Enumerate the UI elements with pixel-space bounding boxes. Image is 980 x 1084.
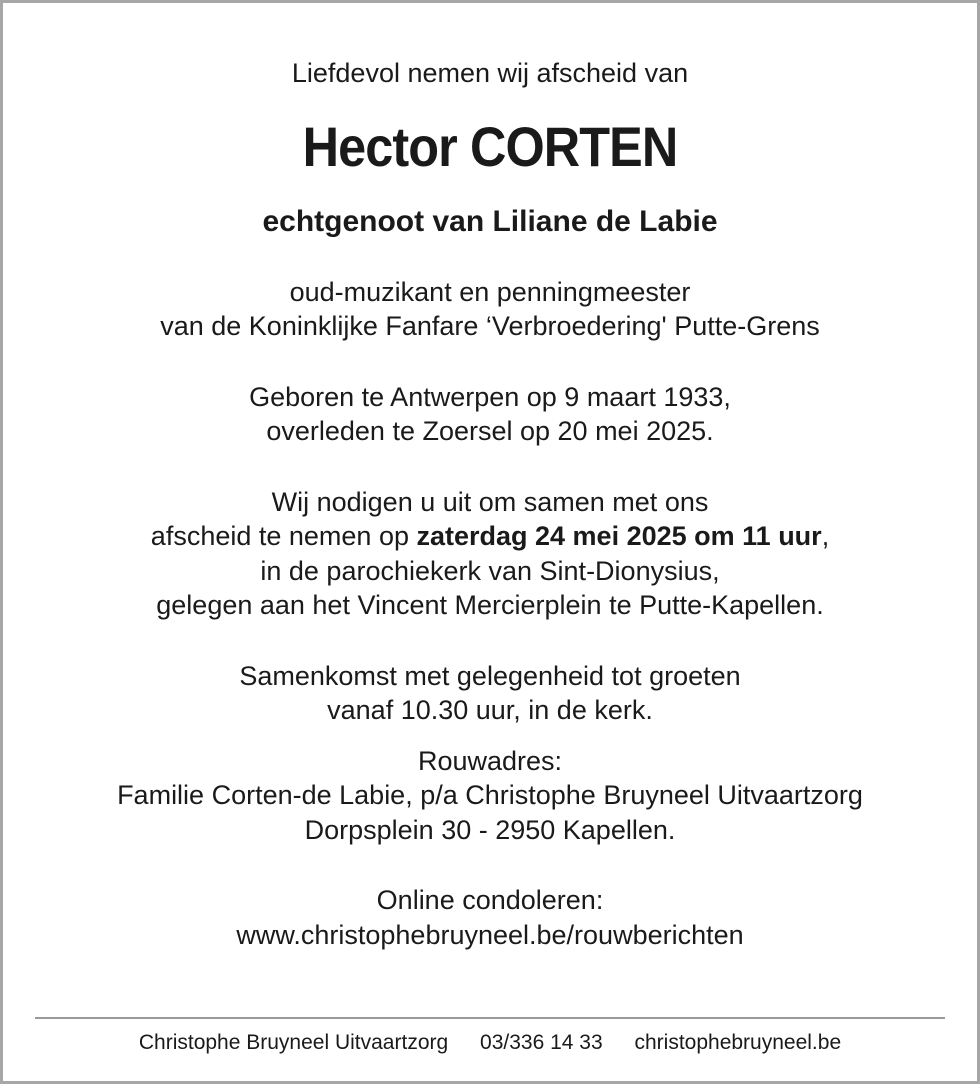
deceased-name: Hector CORTEN (302, 114, 678, 178)
gathering-line: Samenkomst met gelegenheid tot groeten (239, 660, 741, 691)
online-heading: Online condoleren: (376, 885, 604, 915)
death-notice (3, 3, 977, 952)
invitation-line: in de parochiekerk van Sint-Dionysius, (260, 555, 720, 586)
invitation-block (3, 485, 977, 623)
invitation-line: gelegen aan het Vincent Mercierplein te Putte-Kapellen. (156, 590, 824, 620)
address-block (3, 744, 977, 848)
footer-divider (35, 1017, 945, 1019)
online-condolence-block (3, 883, 977, 952)
invitation-suffix: , (821, 521, 830, 551)
occupation-block (3, 275, 977, 344)
footer-website[interactable]: christophebruyneel.be (634, 1031, 842, 1054)
address-line: Dorpsplein 30 - 2950 Kapellen. (304, 814, 676, 845)
death-line: overleden te Zoersel op 20 mei 2025. (266, 416, 714, 446)
invitation-prefix: afscheid te nemen op (150, 521, 417, 551)
footer-company: Christophe Bruyneel Uitvaartzorg (138, 1031, 449, 1054)
invitation-line: Wij nodigen u uit om samen met ons (271, 486, 709, 517)
gathering-line: vanaf 10.30 uur, in de kerk. (327, 695, 653, 725)
condolence-url[interactable]: www.christophebruyneel.be/rouwberichten (236, 919, 744, 950)
occupation-line: oud-muzikant en penningmeester (289, 276, 691, 307)
address-line: Familie Corten-de Labie, p/a Christophe Bruyneel Uitvaartzorg (117, 780, 863, 810)
intro-text: Liefdevol nemen wij afscheid van (291, 58, 689, 88)
address-heading: Rouwadres: (417, 745, 563, 776)
invitation-line-date (3, 519, 977, 554)
footer (0, 1029, 980, 1057)
spouse-line: echtgenoot van Liliane de Labie (262, 204, 718, 238)
birth-death-block (3, 380, 977, 449)
gathering-block (3, 659, 977, 728)
birth-line: Geboren te Antwerpen op 9 maart 1933, (249, 381, 731, 412)
occupation-line: van de Koninklijke Fanfare ‘Verbroedering' Putte-Grens (160, 311, 820, 341)
ceremony-date: zaterdag 24 mei 2025 om 11 uur (416, 521, 822, 551)
footer-phone: 03/336 14 33 (480, 1031, 603, 1054)
